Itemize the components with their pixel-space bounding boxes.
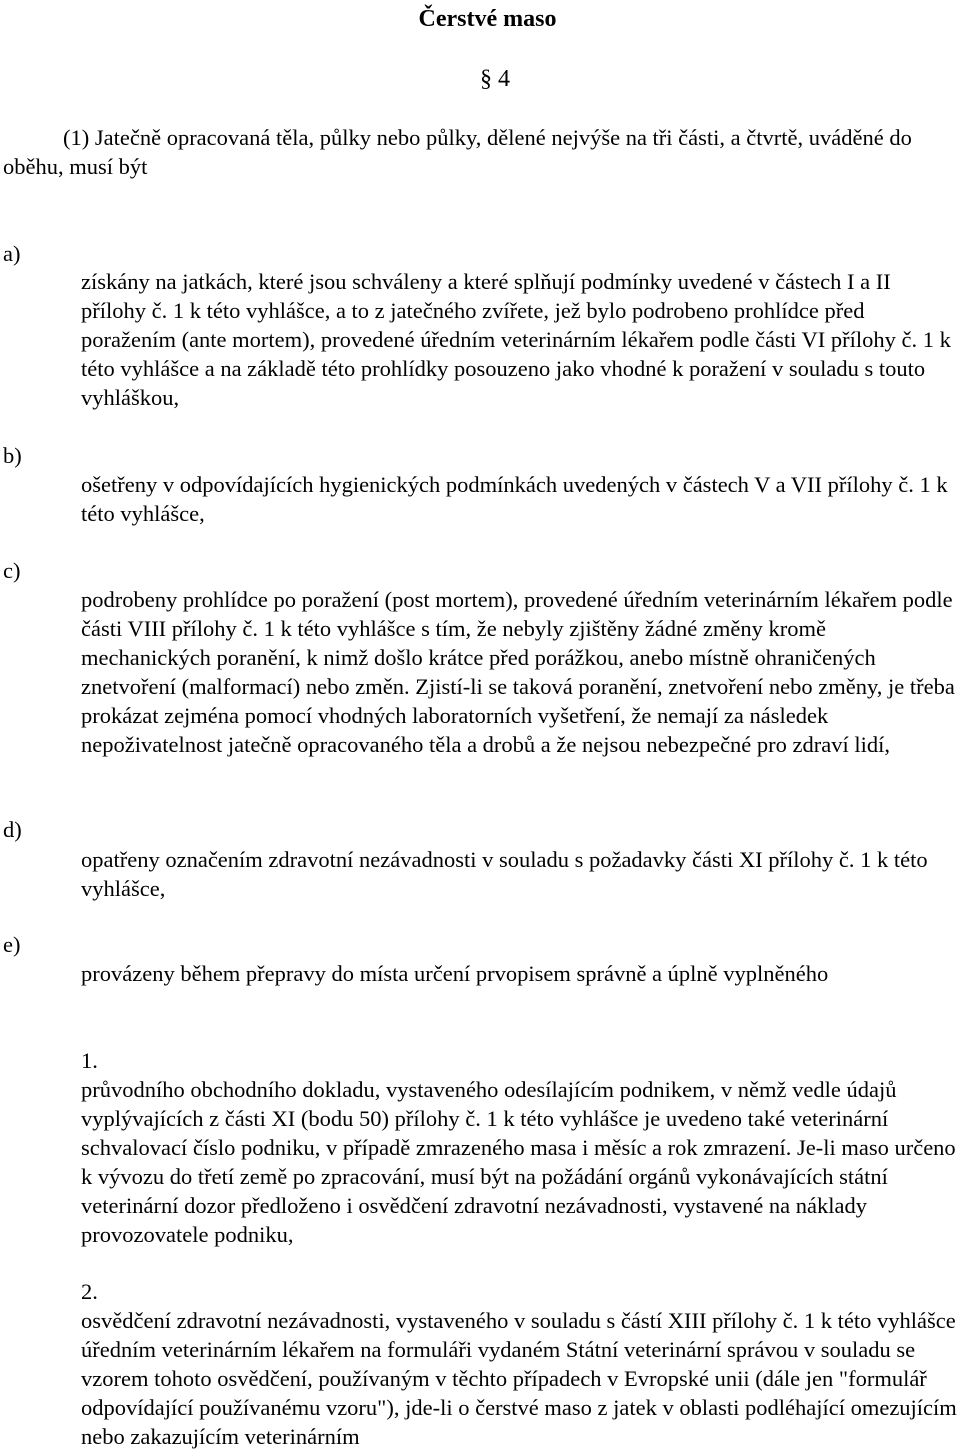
item-e-marker: e) — [3, 932, 21, 957]
subitem-2-text: osvědčení zdravotní nezávadnosti, vystaveného v souladu s částí XIII přílohy č. 1 k této vyhlášce úředním veterinárním lékařem na formuláři vydaném Státní veterinární správou v souladu se vzorem tohoto osvědčení, používaným v těchto případech v Evropské unii (dále jen "formulář odpovídající používanému vzoru"), jde-li o čerstvé maso z jatek v oblasti podléhající omezujícím nebo zakazujícím veterinárním — [81, 1308, 957, 1449]
item-c-marker: c) — [3, 558, 21, 583]
item-e-text: provázeny během přepravy do místa určení prvopisem správně a úplně vyplněného — [81, 961, 829, 986]
item-a-text: získány na jatkách, které jsou schváleny a které splňují podmínky uvedené v částech I a II přílohy č. 1 k této vyhlášce, a to z jatečného zvířete, jež bylo podrobeno prohlídce před poražením (ante mortem), provedené úředním veterinárním lékařem podle části VI přílohy č. 1 k této vyhlášce a na základě této prohlídky posouzeno jako vhodné k poražení v souladu s touto vyhláškou, — [81, 269, 951, 410]
item-a-marker: a) — [3, 241, 21, 266]
section-number: § 4 — [480, 66, 510, 92]
subitem-1-text: průvodního obchodního dokladu, vystaveného odesílajícím podnikem, v němž vedle údajů vyplývajících z části XI (bodu 50) přílohy č. 1 k této vyhlášce je uvedeno také veterinární schvalovací číslo podniku, v případě zmrazeného masa i měsíc a rok zmrazení. Je-li maso určeno k vývozu do třetí země po zpracování, musí být na požádání orgánů vykonávajících státní veterinární dozor předloženo i osvědčení zdravotní nezávadnosti, vystavené na náklady provozovatele podniku, — [81, 1077, 956, 1247]
item-b-text: ošetřeny v odpovídajících hygienických podmínkách uvedených v částech V a VII přílohy č. 1 k této vyhlášce, — [81, 472, 948, 526]
item-b-marker: b) — [3, 443, 22, 468]
subitem-1-marker: 1. — [81, 1048, 98, 1073]
item-c-text: podrobeny prohlídce po poražení (post mortem), provedené úředním veterinárním lékařem podle části VIII přílohy č. 1 k této vyhlášce s tím, že nebyly zjištěny žádné změny kromě mechanických poranění, k nimž došlo krátce před porážkou, anebo místně ohraničených znetvoření (malformací) nebo změn. Zjistí-li se taková poranění, znetvoření nebo změny, je třeba prokázat zejména pomocí vhodných laboratorních vyšetření, že nemají za následek nepoživatelnost jatečně opracovaného těla a drobů a že nejsou nebezpečné pro zdraví lidí, — [81, 587, 955, 757]
document-title: Čerstvé maso — [418, 6, 557, 32]
item-d-marker: d) — [3, 817, 22, 842]
item-d-text: opatřeny označením zdravotní nezávadnosti v souladu s požadavky části XI přílohy č. 1 k této vyhlášce, — [81, 847, 928, 901]
intro-paragraph: (1) Jatečně opracovaná těla, půlky nebo půlky, dělené nejvýše na tři části, a čtvrtě, uváděné do oběhu, musí být — [3, 125, 912, 179]
subitem-2-marker: 2. — [81, 1279, 98, 1304]
